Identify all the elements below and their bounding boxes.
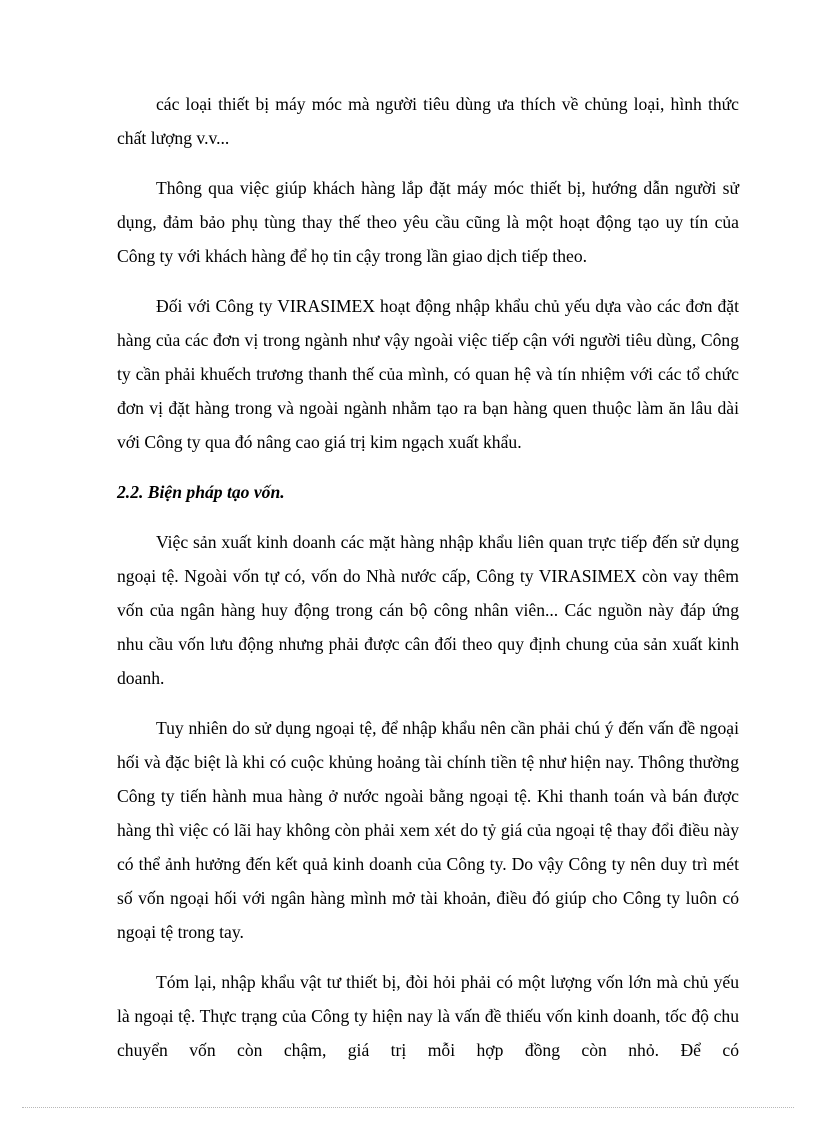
paragraph-installation: Thông qua việc giúp khách hàng lắp đặt máy móc thiết bị, hướng dẫn người sử dụng, đảm bảo phụ tùng thay thế theo yêu cầu cũng là một hoạt động tạo uy tín của Công ty với khách hàng để họ tin cậy trong lần giao dịch tiếp theo.: [117, 178, 739, 266]
document-body: [117, 87, 739, 1083]
paragraph-continued: các loại thiết bị máy móc mà người tiêu dùng ưa thích về chủng loại, hình thức chất lượng v.v...: [117, 94, 739, 148]
paragraph-virasimex-orders: Đối với Công ty VIRASIMEX hoạt động nhập khẩu chủ yếu dựa vào các đơn đặt hàng của các đơn vị trong ngành như vậy ngoài việc tiếp cận với người tiêu dùng, Công ty cần phải khuếch trương thanh thế của mình, có quan hệ và tín nhiệm với các tổ chức đơn vị đặt hàng trong và ngoài ngành nhằm tạo ra bạn hàng quen thuộc làm ăn lâu dài với Công ty qua đó nâng cao giá trị kim ngạch xuất khẩu.: [117, 296, 739, 452]
footer-divider: [22, 1107, 794, 1108]
paragraph-foreign-currency: Tuy nhiên do sử dụng ngoại tệ, để nhập khẩu nên cần phải chú ý đến vấn đề ngoại hối và đặc biệt là khi có cuộc khủng hoảng tài chính tiền tệ như hiện nay. Thông thường Công ty tiến hành mua hàng ở nước ngoài bằng ngoại tệ. Khi thanh toán và bán được hàng thì việc có lãi hay không còn phải xem xét do tỷ giá của ngoại tệ thay đổi điều này có thể ảnh hưởng đến kết quả kinh doanh của Công ty. Do vậy Công ty nên duy trì mét số vốn ngoại hối với ngân hàng mình mở tài khoản, điều đó giúp cho Công ty luôn có ngoại tệ trong tay.: [117, 718, 739, 942]
paragraph-summary: Tóm lại, nhập khẩu vật tư thiết bị, đòi hỏi phải có một lượng vốn lớn mà chủ yếu là ngoại tệ. Thực trạng của Công ty hiện nay là vấn đề thiếu vốn kinh doanh, tốc độ chu chuyển vốn còn chậm, giá trị mỗi hợp đồng còn nhỏ. Để có: [117, 972, 739, 1060]
section-heading: 2.2. Biện pháp tạo vốn.: [117, 482, 285, 502]
paragraph-capital-sources: Việc sản xuất kinh doanh các mặt hàng nhập khẩu liên quan trực tiếp đến sử dụng ngoại tệ. Ngoài vốn tự có, vốn do Nhà nước cấp, Công ty VIRASIMEX còn vay thêm vốn của ngân hàng huy động trong cán bộ công nhân viên... Các nguồn này đáp ứng nhu cầu vốn lưu động nhưng phải được cân đối theo quy định chung của sản xuất kinh doanh.: [117, 532, 739, 688]
